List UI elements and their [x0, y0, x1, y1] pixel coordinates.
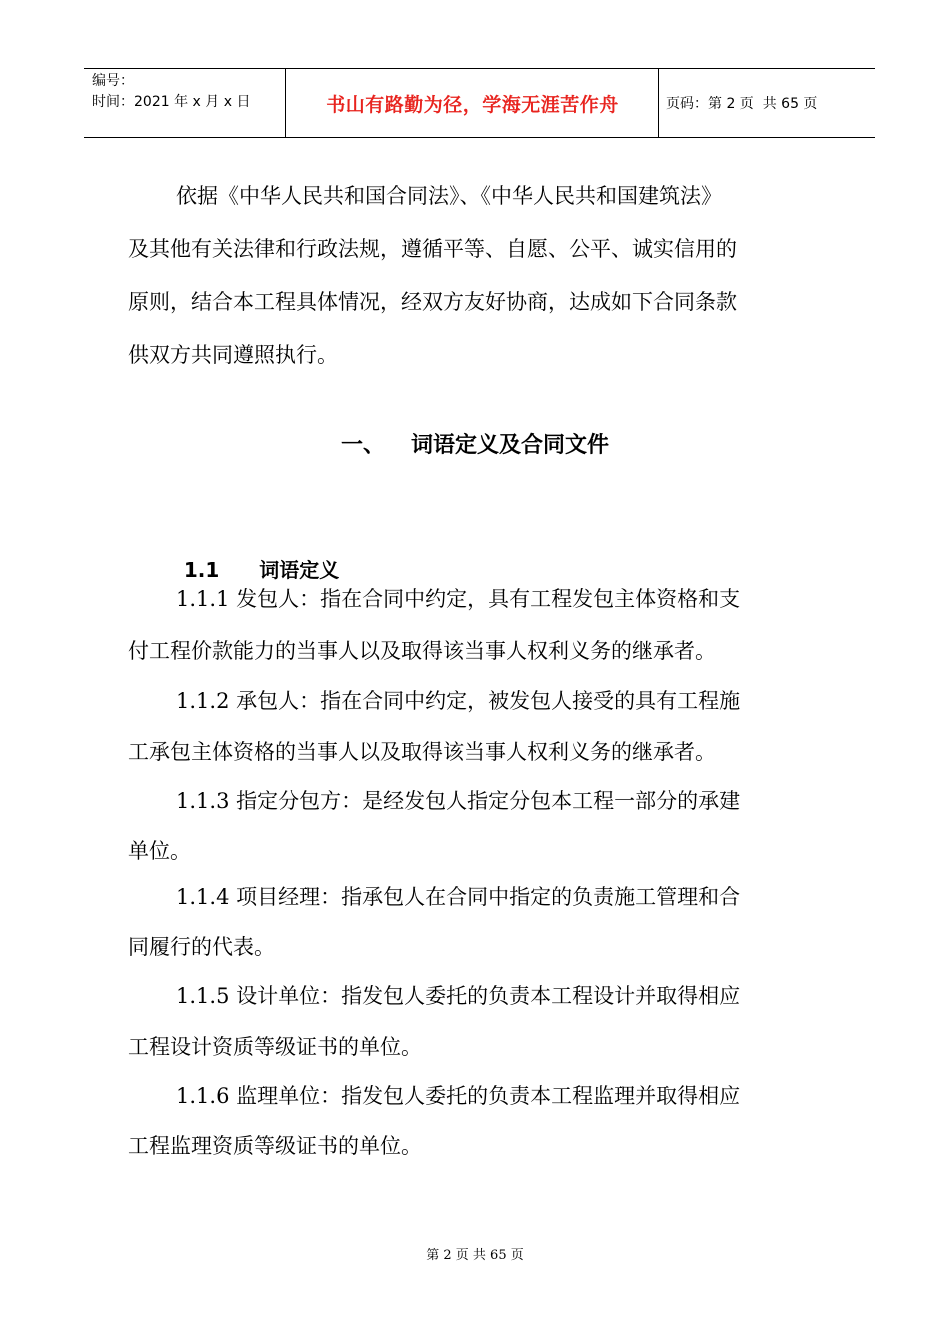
document-number-label: 编号： — [92, 73, 134, 89]
page-header — [84, 68, 875, 138]
section-heading — [0, 428, 950, 459]
document-time-label: 时间：2021 年 x 月 x 日 — [92, 94, 251, 110]
intro-line: 供双方共同遵照执行。 — [128, 343, 338, 367]
subsection-number: 1.1 — [183, 558, 220, 582]
header-meta — [92, 71, 282, 113]
definition-line: 工承包主体资格的当事人以及取得该当事人权利义务的继承者。 — [128, 740, 716, 764]
definition-line: 工程设计资质等级证书的单位。 — [128, 1035, 422, 1059]
definition-line: 1.1.1 发包人：指在合同中约定，具有工程发包主体资格和支 — [176, 587, 741, 611]
header-divider — [285, 69, 286, 137]
header-motto: 书山有路勤为径，学海无涯苦作舟 — [326, 93, 619, 116]
definition-line: 1.1.6 监理单位：指发包人委托的负责本工程监理并取得相应 — [176, 1084, 741, 1108]
page-footer: 第 2 页 共 65 页 — [426, 1248, 524, 1263]
header-page-info: 页码：第 2 页 共 65 页 — [666, 96, 818, 112]
subsection-title: 词语定义 — [259, 558, 340, 582]
definition-line: 1.1.2 承包人：指在合同中约定，被发包人接受的具有工程施 — [176, 689, 741, 713]
definition-line: 1.1.3 指定分包方：是经发包人指定分包本工程一部分的承建 — [176, 789, 741, 813]
section-number: 一、 — [340, 433, 385, 458]
intro-line: 原则，结合本工程具体情况，经双方友好协商，达成如下合同条款 — [128, 290, 737, 314]
definition-line: 工程监理资质等级证书的单位。 — [128, 1134, 422, 1158]
intro-line: 依据《中华人民共和国合同法》、《中华人民共和国建筑法》 — [176, 184, 722, 208]
definition-line: 单位。 — [128, 839, 191, 863]
definition-line: 1.1.5 设计单位：指发包人委托的负责本工程设计并取得相应 — [176, 984, 741, 1008]
section-title: 词语定义及合同文件 — [411, 433, 610, 458]
definition-line: 同履行的代表。 — [128, 935, 275, 959]
definition-line: 付工程价款能力的当事人以及取得该当事人权利义务的继承者。 — [128, 639, 716, 663]
definition-line: 1.1.4 项目经理：指承包人在合同中指定的负责施工管理和合 — [176, 885, 741, 909]
header-divider — [658, 69, 659, 137]
intro-line: 及其他有关法律和行政法规，遵循平等、自愿、公平、诚实信用的 — [128, 237, 737, 261]
